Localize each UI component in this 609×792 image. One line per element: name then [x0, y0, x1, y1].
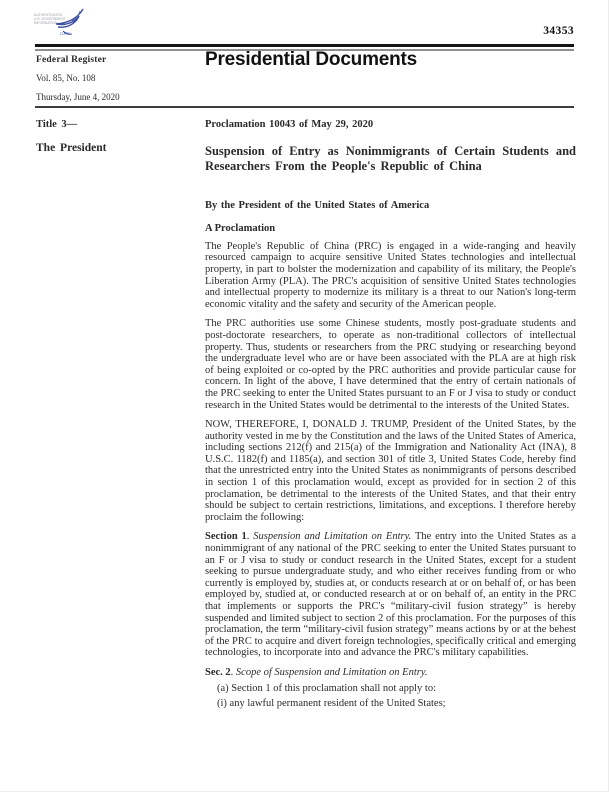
proclamation-content-column — [205, 119, 576, 710]
logo-line-3: INFORMATION — [34, 21, 58, 25]
section-2-paragraph — [205, 667, 576, 679]
masthead-divider-rule — [35, 106, 574, 108]
gpo-authenticated-logo — [33, 8, 85, 46]
logo-gpo-acronym: GPO — [60, 31, 70, 36]
section-2-italic-title: Scope of Suspension and Limitation on Entry. — [235, 666, 428, 678]
proclamation-byline: By the President of the United States of America — [205, 199, 430, 211]
section-2-separator: . — [230, 666, 236, 678]
section-1-label: Section 1 — [205, 531, 247, 543]
section-1-separator: . — [246, 531, 254, 543]
logo-line-1: AUTHENTICATED — [34, 13, 63, 17]
journal-name: Federal Register — [36, 55, 107, 65]
paragraph-now-therefore: NOW, THEREFORE, I, DONALD J. TRUMP, President of the United States, by the authority vested in me by the Constitution and the laws of the United States of America, including sections 212(f) and 215(a) of the Immigration and Nationality Act (INA), 8 U.S.C. 1182(f) and 1185(a), and section 301 of title 3, United States Code, hereby find that the unrestricted entry into the United States as nonimmigrants of persons described in section 1 of this proclamation would, except as provided for in section 2 of this proclamation, be detrimental to the interests of the United States, and that their entry should be subject to certain restrictions, limitations, and exceptions. I therefore hereby proclaim the following: — [205, 419, 576, 523]
clause-i: (i) any lawful permanent resident of the United States; — [217, 698, 446, 710]
clause-a: (a) Section 1 of this proclamation shall not apply to: — [217, 682, 436, 694]
paragraph-prc-students: The PRC authorities use some Chinese students, mostly post-graduate students and post-doctorate researchers, to operate as non-traditional collectors of intellectual property. Thus, students or researchers from the PRC studying or researching beyond the undergraduate level who are or have been associated with the PLA are at high risk of being exploited or co-opted by the PRC authorities and provide particular cause for concern. In light of the above, I have determined that the entry of certain nationals of the PRC seeking to enter the United States pursuant to an F or J visa to study or conduct research in the United States would be detrimental to the interests of the United States. — [205, 318, 576, 411]
margin-title-3: Title 3— — [36, 119, 78, 130]
journal-date: Thursday, June 4, 2020 — [36, 92, 120, 102]
proclamation-number-line: Proclamation 10043 of May 29, 2020 — [205, 119, 374, 130]
journal-volume: Vol. 85, No. 108 — [36, 73, 96, 83]
section-1-italic-title: Suspension and Limitation on Entry. — [253, 531, 412, 543]
logo-line-2: U.S. GOVERNMENT — [34, 17, 66, 21]
masthead-left-block — [36, 55, 120, 102]
section-2-label: Sec. 2 — [205, 666, 231, 678]
paragraph-prc-campaign: The People's Republic of China (PRC) is engaged in a wide-ranging and heavily resourced campaign to acquire sensitive United States technologies and intellectual property, in part to bolster the modernization and capability of its military, the People's Liberation Army (PLA). The PRC's acquisition of sensitive United States technologies and intellectual property to modernize its military is a threat to our Nation's long-term economic vitality and the safety and security of the American people. — [205, 240, 576, 310]
section-1-body: The entry into the United States as a nonimmigrant of any national of the PRC seeking to enter the United States pursuant to an F or J visa to study or conduct research in the United States, except for a student seeking to pursue undergraduate study, and who either receives funding from or who currently is employed by, studies at, or conducts research at or on behalf of, or has been employed by, studied at, or conducted research at or on behalf of, an entity in the PRC that implements or supports the PRC's “military-civil fusion strategy” is hereby suspended and limited subject to section 2 of this proclamation. For the purposes of this proclamation, the term “military-civil fusion strategy” means actions by or at the behest of the PRC to acquire and divert foreign technologies, specifically critical and emerging technologies, to incorporate into and advance the PRC's military capabilities. — [205, 531, 577, 659]
margin-the-president: The President — [36, 142, 107, 154]
section-heading-presidential-documents: Presidential Documents — [205, 49, 418, 70]
page-number: 34353 — [543, 25, 574, 37]
proclamation-title: Suspension of Entry as Nonimmigrants of Certain Students and Researchers From the People's Republic of China — [205, 143, 576, 173]
section-1-paragraph — [205, 531, 576, 659]
a-proclamation-heading: A Proclamation — [205, 223, 276, 235]
